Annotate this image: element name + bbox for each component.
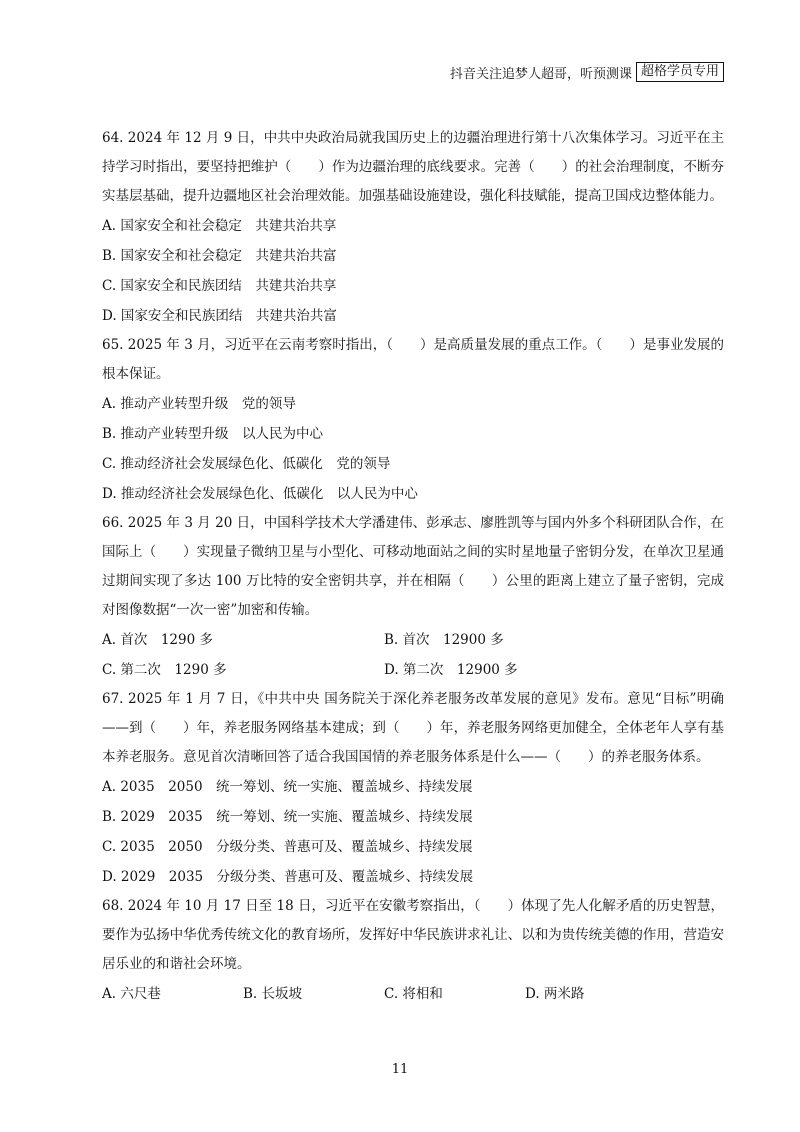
option-row [102, 625, 724, 655]
option-d: D. 国家安全和民族团结 共建共治共富 [102, 308, 337, 324]
option-b: B. 首次 12900 多 [384, 632, 504, 648]
question-67 [102, 685, 724, 892]
option-d: D. 第二次 12900 多 [384, 662, 518, 678]
question-stem: 64. 2024 年 12 月 9 日，中共中央政治局就我国历史上的边疆治理进行第十八次集体学习。习近平在主持学习时指出，要坚持把维护（ ）作为边疆治理的底线要求。完善（ ）的社会治理制度，不断夯实基层基础，提升边疆地区社会治理效能。加强基础设施建设，强化科技赋能，提高卫国戍边整体能力。 [102, 130, 724, 204]
option-d: D. 2029 2035 分级分类、普惠可及、覆盖城乡、持续发展 [102, 869, 474, 885]
question-stem: 68. 2024 年 10 月 17 日至 18 日，习近平在安徽考察指出，（ ）体现了先人化解矛盾的历史智慧，要作为弘扬中华优秀传统文化的教育场所，发挥好中华民族讲求礼让、以和为贵传统美德的作用，营造安居乐业的和谐社会环境。 [102, 898, 724, 972]
option-a: A. 国家安全和社会稳定 共建共治共享 [102, 218, 337, 234]
option-c: C. 国家安全和民族团结 共建共治共享 [102, 278, 337, 294]
question-66 [102, 509, 724, 685]
page-number: 11 [391, 1062, 409, 1077]
option-d: D. 推动经济社会发展绿色化、低碳化 以人民为中心 [102, 486, 418, 502]
question-stem: 66. 2025 年 3 月 20 日，中国科学技术大学潘建伟、彭承志、廖胜凯等与国内外多个科研团队合作，在国际上（ ）实现量子微纳卫星与小型化、可移动地面站之间的实时星地量子密钥分发，在单次卫星通过期间实现了多达 100 万比特的安全密钥共享，并在相隔（ ）公里的距离上建立了量子密钥，完成对图像数据“一次一密”加密和传输。 [102, 515, 724, 618]
student-badge: 超格学员专用 [636, 62, 724, 82]
option-c: C. 2035 2050 分级分类、普惠可及、覆盖城乡、持续发展 [102, 839, 473, 855]
option-a: A. 推动产业转型升级 党的领导 [102, 396, 296, 412]
question-65 [102, 331, 724, 509]
promo-text: 抖音关注追梦人超哥，听预测课 [449, 66, 632, 82]
question-64 [102, 124, 724, 331]
question-list [102, 124, 724, 1009]
option-row [102, 979, 724, 1009]
option-d: D. 两米路 [525, 986, 585, 1002]
option-a: A. 2035 2050 统一筹划、统一实施、覆盖城乡、持续发展 [102, 779, 473, 795]
page-header [450, 62, 724, 82]
option-row [102, 655, 724, 685]
option-c: C. 第二次 1290 多 [102, 662, 227, 678]
option-b: B. 长坂坡 [243, 986, 303, 1002]
option-b: B. 推动产业转型升级 以人民为中心 [102, 426, 324, 442]
option-b: B. 国家安全和社会稳定 共建共治共富 [102, 248, 337, 264]
option-a: A. 首次 1290 多 [102, 632, 213, 648]
option-b: B. 2029 2035 统一筹划、统一实施、覆盖城乡、持续发展 [102, 809, 473, 825]
option-a: A. 六尺巷 [102, 986, 161, 1002]
option-c: C. 将相和 [384, 986, 443, 1002]
question-stem: 67. 2025 年 1 月 7 日，《中共中央 国务院关于深化养老服务改革发展的意见》发布。意见“目标”明确——到（ ）年，养老服务网络基本建成；到（ ）年，养老服务网络更加健全，全体老年人享有基本养老服务。意见首次清晰回答了适合我国国情的养老服务体系是什么——（ ）的养老服务体系。 [102, 691, 724, 765]
question-stem: 65. 2025 年 3 月，习近平在云南考察时指出，（ ）是高质量发展的重点工作。（ ）是事业发展的根本保证。 [102, 337, 724, 382]
question-68 [102, 892, 724, 1009]
option-c: C. 推动经济社会发展绿色化、低碳化 党的领导 [102, 456, 391, 472]
